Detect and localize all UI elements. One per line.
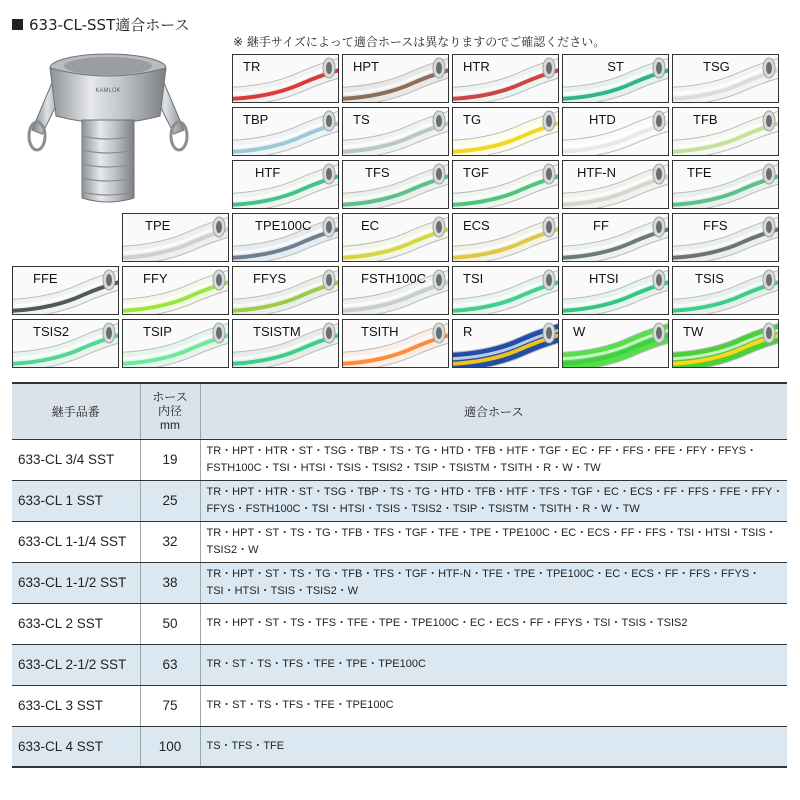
hose-size: 100: [140, 726, 200, 767]
hose-swatch: [122, 266, 229, 315]
hose-image: [343, 214, 448, 261]
compatible-hose-list: TR・HPT・ST・TS・TFS・TFE・TPE・TPE100C・EC・ECS・FF・FFYS・TSI・TSIS・TSIS2: [200, 603, 787, 644]
hose-swatch: [12, 266, 119, 315]
header-hose-inner-diameter: [140, 383, 200, 439]
hose-label: HTF-N: [577, 165, 616, 180]
hose-size: 38: [140, 562, 200, 603]
square-bullet-icon: [12, 19, 23, 30]
hose-swatch: [342, 266, 449, 315]
header-size-line: ホース: [152, 390, 188, 405]
hose-label: FF: [593, 218, 609, 233]
hose-swatch: [452, 266, 559, 315]
hose-list-line: TR・HPT・ST・TS・TG・TFB・TFS・TGF・HTF-N・TFE・TPE・TPE100C・EC・ECS・FF・FFS・FFYS・: [206, 567, 761, 580]
hose-label: TBP: [243, 112, 269, 127]
hose-label: FFYS: [253, 271, 287, 286]
hose-swatch: [342, 107, 449, 156]
table-row: [12, 644, 787, 685]
hose-swatch: [562, 266, 669, 315]
compatibility-table: [12, 382, 787, 768]
table-row: [12, 562, 787, 603]
hose-label: FSTH100C: [361, 271, 427, 286]
table-row: [12, 521, 787, 562]
page-title-text: 633-CL-SST適合ホース: [29, 16, 190, 34]
hose-image: [673, 267, 778, 314]
table-row: [12, 439, 787, 480]
hose-label: TFE: [687, 165, 712, 180]
hose-label: ST: [607, 59, 624, 74]
hose-label: TSI: [463, 271, 484, 286]
compatible-hose-list: [200, 521, 787, 562]
hose-swatch: [452, 319, 559, 368]
hose-swatch: [12, 319, 119, 368]
coupling-code: 633-CL 2-1/2 SST: [12, 644, 140, 685]
hose-image: [343, 161, 448, 208]
page-title: [12, 14, 189, 35]
hose-size: 63: [140, 644, 200, 685]
hose-image: [673, 108, 778, 155]
coupling-code: 633-CL 2 SST: [12, 603, 140, 644]
hose-swatch: [672, 160, 779, 209]
hose-swatch: [232, 107, 339, 156]
hose-swatch: [452, 107, 559, 156]
hose-label: TGF: [463, 165, 489, 180]
hose-label: HTD: [589, 112, 616, 127]
hose-image: [13, 267, 118, 314]
compatibility-note: ※ 継手サイズによって適合ホースは異なりますのでご確認ください。: [233, 35, 606, 49]
coupling-code: 633-CL 1-1/4 SST: [12, 521, 140, 562]
hose-swatch: [672, 319, 779, 368]
hose-label: TG: [463, 112, 482, 127]
header-compatible-hoses: 適合ホース: [200, 383, 787, 439]
hose-swatch: [232, 319, 339, 368]
hose-swatch: [232, 160, 339, 209]
svg-text:KAMLOK: KAMLOK: [95, 88, 121, 94]
header-size-line: mm: [160, 418, 180, 433]
hose-size: 25: [140, 480, 200, 521]
hose-swatch: [562, 107, 669, 156]
coupling-code: 633-CL 1 SST: [12, 480, 140, 521]
hose-label: TSIS2: [33, 324, 70, 339]
hose-size: 19: [140, 439, 200, 480]
hose-label: TFS: [365, 165, 390, 180]
hose-size: 50: [140, 603, 200, 644]
hose-image: [123, 320, 228, 367]
hose-label: TSISTM: [253, 324, 301, 339]
hose-label: TSG: [703, 59, 730, 74]
hose-label: FFY: [143, 271, 168, 286]
hose-label: TPE100C: [255, 218, 312, 233]
hose-label: W: [573, 324, 586, 339]
compatible-hose-list: TR・ST・TS・TFS・TFE・TPE・TPE100C: [200, 644, 787, 685]
hose-swatch: [232, 54, 339, 103]
hose-swatch: [342, 160, 449, 209]
hose-swatch: [232, 213, 339, 262]
coupling-code: 633-CL 4 SST: [12, 726, 140, 767]
hose-image: [123, 214, 228, 261]
hose-list-line: TR・HPT・HTR・ST・TSG・TBP・TS・TG・HTD・TFB・HTF・TGF・EC・FF・FFS・FFE・FFY・FFYS・: [206, 444, 758, 457]
hose-label: EC: [361, 218, 380, 233]
header-size-line: 内径: [157, 404, 182, 419]
hose-label: TSITH: [361, 324, 399, 339]
compatible-hose-list: TR・ST・TS・TFS・TFE・TPE100C: [200, 685, 787, 726]
hose-swatch: [452, 54, 559, 103]
hose-label: FFE: [33, 271, 58, 286]
hose-label: TR: [243, 59, 261, 74]
hose-image: [563, 214, 668, 261]
table-row: [12, 726, 787, 767]
hose-label: TFB: [693, 112, 718, 127]
hose-swatch: [342, 54, 449, 103]
hose-image: [123, 267, 228, 314]
coupling-code: 633-CL 3 SST: [12, 685, 140, 726]
hose-list-line: TSI・HTSI・TSIS・TSIS2・W: [206, 584, 359, 597]
hose-swatch: [562, 54, 669, 103]
hose-swatch: [672, 266, 779, 315]
hose-label: TS: [353, 112, 370, 127]
hose-swatch: [122, 213, 229, 262]
hose-label: TSIP: [143, 324, 172, 339]
hose-size: 75: [140, 685, 200, 726]
compatible-hose-list: [200, 562, 787, 603]
hose-list-line: TSIS2・W: [206, 543, 259, 556]
coupler-illustration: [12, 38, 212, 208]
hose-swatch: [452, 213, 559, 262]
hose-swatch: [562, 213, 669, 262]
hose-label: HTR: [463, 59, 490, 74]
hose-swatch: [672, 54, 779, 103]
hose-swatch: [562, 160, 669, 209]
hose-swatch: [562, 319, 669, 368]
hose-label: HTF: [255, 165, 281, 180]
table-header-row: [12, 383, 787, 439]
hose-label: TSIS: [695, 271, 724, 286]
table-row: [12, 480, 787, 521]
hose-label: TPE: [145, 218, 171, 233]
hose-swatch: [452, 160, 559, 209]
hose-label: HPT: [353, 59, 379, 74]
hose-list-line: TR・HPT・ST・TS・TG・TFB・TFS・TGF・TFE・TPE・TPE100C・EC・ECS・FF・FFS・TSI・HTSI・TSIS・: [206, 526, 777, 539]
table-row: [12, 685, 787, 726]
compatible-hose-list: TS・TFS・TFE: [200, 726, 787, 767]
hose-label: TW: [683, 324, 704, 339]
hose-swatch: [342, 213, 449, 262]
table-row: [12, 603, 787, 644]
hose-label: R: [463, 324, 473, 339]
hose-size: 32: [140, 521, 200, 562]
hose-image: [233, 161, 338, 208]
hose-swatch: [672, 213, 779, 262]
coupling-code: 633-CL 1-1/2 SST: [12, 562, 140, 603]
header-coupling-code: 継手品番: [12, 383, 140, 439]
hose-list-line: TR・HPT・HTR・ST・TSG・TBP・TS・TG・HTD・TFB・HTF・TFS・TGF・EC・ECS・FF・FFS・FFE・FFY・: [206, 485, 784, 498]
hose-label: HTSI: [589, 271, 619, 286]
coupling-code: 633-CL 3/4 SST: [12, 439, 140, 480]
hose-swatch: [342, 319, 449, 368]
hose-list-line: FSTH100C・TSI・HTSI・TSIS・TSIS2・TSIP・TSISTM・TSITH・R・W・TW: [206, 461, 601, 474]
hose-label: FFS: [703, 218, 728, 233]
hose-swatch: [232, 266, 339, 315]
compatible-hose-list: [200, 439, 787, 480]
hose-list-line: FFYS・FSTH100C・TSI・HTSI・TSIS・TSIS2・TSIP・TSISTM・TSITH・R・W・TW: [206, 502, 640, 515]
hose-swatch: [122, 319, 229, 368]
compatible-hose-list: [200, 480, 787, 521]
hose-swatch: [672, 107, 779, 156]
hose-label: ECS: [463, 218, 490, 233]
